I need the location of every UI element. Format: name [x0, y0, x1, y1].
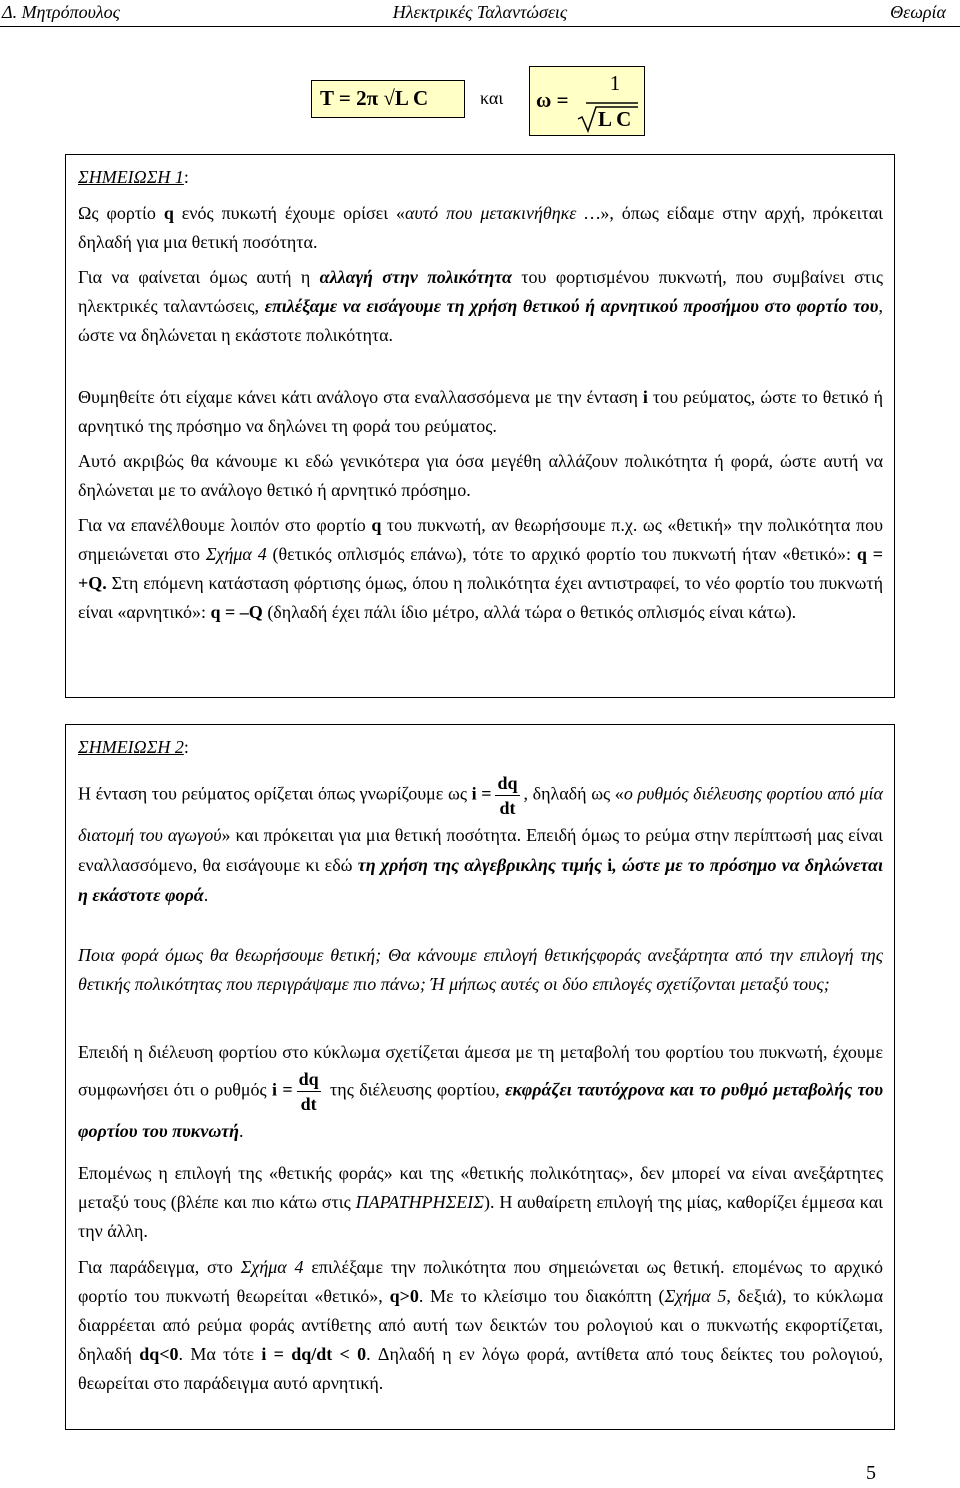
- text-run: , ώστε να δηλώνεται η εκάστοτε πολικότητα.: [78, 296, 883, 345]
- text-run: Θυμηθείτε ότι είχαμε κάνει κάτι ανάλογο στα εναλλασσόμενα με την ένταση: [78, 387, 643, 407]
- text-run: Αυτό ακριβώς θα κάνουμε κι εδώ γενικότερα για όσα μεγέθη αλλάζουν πολικότητα ή φορά, ώστε αυτή να δηλώνεται με το ανάλογο θετικό ή αρνητικό πρόσημο.: [78, 451, 883, 500]
- note-1-paragraph-5: [78, 511, 883, 627]
- omega-formula-box: [529, 66, 645, 136]
- text-run: . Μα τότε: [178, 1344, 262, 1364]
- note-2-heading: ΣΗΜΕΙΩΣΗ 2:: [78, 737, 189, 757]
- text-run: του φορτισμένου πυκνωτή, που συμβαίνει στις ηλεκτρικές ταλαντώσεις,: [78, 267, 884, 316]
- note-2-paragraph-4: Επομένως η επιλογή της «θετικής φοράς» και της «θετικής πολικότητας», δεν μπορεί να είναι ανεξάρτητες μεταξύ τους (βλέπε και πιο κάτω στις ΠΑΡΑΤΗΡΗΣΕΙΣ). Η αυθαίρετη επιλογή της μίας, καθορίζει έμμεσα και την άλλη.: [78, 1163, 883, 1241]
- text-run: αυτό που μετακινήθηκε …: [405, 203, 601, 223]
- text-run: . Δηλαδή η εν λόγω φορά, αντίθετα από τους δείκτες του ρολογιού, θεωρείται στο παράδειγμα αυτό αρνητική.: [78, 1344, 884, 1393]
- dq-dt-fraction-2: $\frac{dq}{dt}$: [298, 1069, 319, 1114]
- header-author: Δ. Μητρόπουλος: [2, 2, 120, 22]
- text-run: Σχήμα 4: [240, 1257, 304, 1277]
- text-run: Σχήμα 5: [664, 1286, 727, 1306]
- text-run: Σχήμα 4: [205, 544, 267, 564]
- period-formula: T = 2π √L C: [320, 86, 429, 110]
- text-run: », όπως είδαμε στην αρχή, πρόκειται δηλαδή για μια θετική ποσότητα.: [78, 203, 883, 252]
- omega-lhs: ω =: [536, 88, 569, 112]
- text-run: i: [642, 387, 648, 407]
- note-1-paragraph-2: [78, 263, 883, 350]
- text-run: q: [163, 203, 174, 223]
- header-section: Θεωρία: [890, 2, 946, 22]
- text-run: q = +Q.: [78, 544, 883, 593]
- text-run: αλλαγή στην πολικότητα: [319, 267, 512, 287]
- note-2-paragraph-5: [78, 1253, 883, 1398]
- text-run: i = dq/dt < 0: [261, 1344, 367, 1364]
- omega-denominator: L C: [598, 107, 632, 131]
- note-2-paragraph-2: Ποια φορά όμως θα θεωρήσουμε θετική; Θα κάνουμε επιλογή θετικήςφοράς ανεξάρτητα από την επιλογή της θετικής πολικότητας που περιγράψαμε πιο πάνω; Ή μήπως αυτές οι δύο επιλογές σχετίζονται μεταξύ τους;: [78, 945, 883, 994]
- text-run: του ρεύματος, ώστε το θετικό ή αρνητικό της πρόσημο να δηλώνει τη φορά του ρεύματος.: [78, 387, 883, 436]
- text-run: (δηλαδή έχει πάλι ίδιο μέτρο, αλλά τώρα ο θετικός οπλισμός είναι κάτω).: [262, 602, 797, 622]
- note-2-box: [65, 724, 895, 1430]
- text-run: . Με το κλείσιμο του διακόπτη (: [418, 1286, 665, 1306]
- omega-numerator: 1: [609, 71, 621, 95]
- and-word: και: [480, 88, 504, 108]
- note-2-paragraph-1: Η ένταση του ρεύματος ορίζεται όπως γνωρίζουμε ως i = $\frac{dq}{dt}$ , δηλαδή ως «ο ρυθμός διέλευσης φορτίου από μία διατομή του αγωγού» και πρόκειται για μια θετική ποσότητα. Επειδή όμως το ρεύμα στην περίπτωσή μας είναι εναλλασσόμενο, θα εισάγουμε κι εδώ τη χρήση της αλγεβρικλης τιμής i, ώστε με το πρόσημο να δηλώνεται η εκάστοτε φορά.: [78, 773, 883, 905]
- note-1-paragraph-3: [78, 383, 883, 441]
- text-run: (θετικός οπλισμός επάνω), τότε το αρχικό φορτίο του πυκνωτή ήταν «θετικό»:: [266, 544, 857, 564]
- text-run: του πυκνωτή, αν θεωρήσουμε π.χ. ως «θετική» την πολικότητα που σημειώνεται στο: [78, 515, 884, 564]
- note-1-heading: ΣΗΜΕΙΩΣΗ 1:: [78, 167, 189, 187]
- text-run: Για να φαίνεται όμως αυτή η: [78, 267, 320, 287]
- text-run: Ως φορτίο: [78, 203, 164, 223]
- text-run: dq<0: [139, 1344, 179, 1364]
- text-run: q: [371, 515, 382, 535]
- dq-dt-fraction: $\frac{dq}{dt}$: [497, 773, 518, 818]
- text-run: επιλέξαμε την πολικότητα που σημειώνεται ως θετική. επομένως το αρχικό φορτίο του πυκνωτή θεωρείται «θετικό»,: [78, 1257, 883, 1306]
- note-1-box: [65, 154, 895, 698]
- page-number: 5: [866, 1462, 876, 1484]
- note-2-paragraph-3: Επειδή η διέλευση φορτίου στο κύκλωμα σχετίζεται άμεσα με τη μεταβολή του φορτίου του πυκνωτή, έχουμε συμφωνήσει ότι ο ρυθμός i = $\frac{dq}{dt}$ της διέλευσης φορτίου, εκφράζει ταυτόχρονα και το ρυθμό μεταβολής του φορτίου του πυκνωτή.: [78, 1042, 884, 1141]
- text-run: ενός πυκωτή έχουμε ορίσει «: [173, 203, 405, 223]
- header-title: Ηλεκτρικές Ταλαντώσεις: [392, 2, 568, 22]
- text-run: q = –Q: [210, 602, 263, 622]
- text-run: Για να επανέλθουμε λοιπόν στο φορτίο: [78, 515, 372, 535]
- period-formula-box: [311, 80, 465, 118]
- text-run: επιλέξαμε να εισάγουμε τη χρήση θετικού ή αρνητικού προσήμου στο φορτίο του: [264, 296, 879, 316]
- text-run: Στη επόμενη κατάσταση φόρτισης όμως, όπου η πολικότητα έχει αντιστραφεί, το νέο φορτίο του πυκνωτή είναι «αρνητικό»:: [78, 573, 883, 622]
- text-run: , δεξιά), το κύκλωμα διαρρέεται από ρεύμα φοράς αντίθετης από αυτή των δεικτών του ρολογιού και ο πυκνωτής εκφορτίζεται, δηλαδή: [78, 1286, 883, 1364]
- text-run: q>0: [389, 1286, 419, 1306]
- note-1-paragraph-4: [78, 447, 883, 505]
- page-header: [0, 0, 960, 27]
- text-run: Για παράδειγμα, στο: [78, 1257, 241, 1277]
- note-2-title: ΣΗΜΕΙΩΣΗ 2: [78, 737, 184, 757]
- note-1-title: ΣΗΜΕΙΩΣΗ 1: [78, 167, 184, 187]
- note-1-paragraph-1: [78, 199, 883, 257]
